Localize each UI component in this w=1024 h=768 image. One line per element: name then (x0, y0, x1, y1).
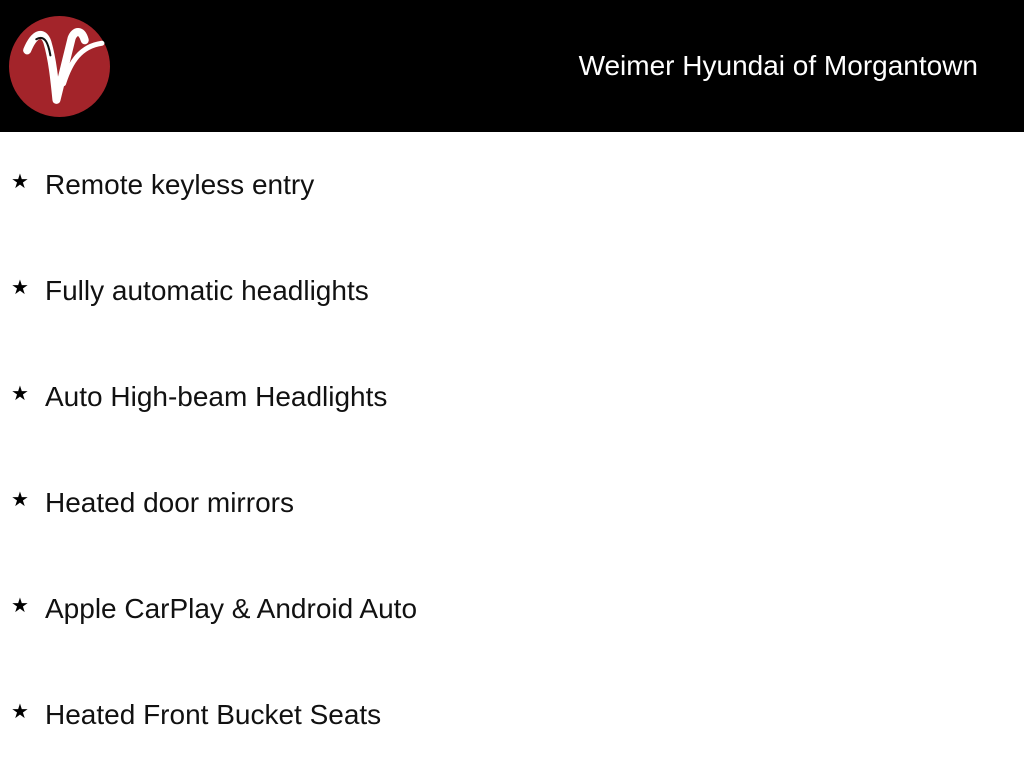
star-icon: ★ (11, 489, 29, 511)
page-header (0, 0, 1024, 132)
feature-item (0, 344, 1024, 450)
feature-item (0, 556, 1024, 662)
star-icon: ★ (11, 277, 29, 299)
feature-list (0, 132, 1024, 768)
feature-label: Heated door mirrors (45, 487, 294, 518)
feature-item (0, 132, 1024, 238)
w-logo-icon (9, 16, 110, 117)
feature-label: Auto High-beam Headlights (45, 381, 388, 412)
feature-label: Remote keyless entry (45, 169, 315, 200)
star-icon: ★ (11, 171, 29, 193)
star-icon: ★ (11, 595, 29, 617)
dealer-name: Weimer Hyundai of Morgantown (578, 50, 978, 81)
feature-item (0, 662, 1024, 768)
feature-label: Apple CarPlay & Android Auto (45, 593, 418, 624)
star-icon: ★ (11, 701, 29, 723)
feature-label: Heated Front Bucket Seats (45, 699, 382, 730)
feature-item (0, 450, 1024, 556)
feature-item (0, 238, 1024, 344)
feature-label: Fully automatic headlights (45, 275, 369, 306)
star-icon: ★ (11, 383, 29, 405)
